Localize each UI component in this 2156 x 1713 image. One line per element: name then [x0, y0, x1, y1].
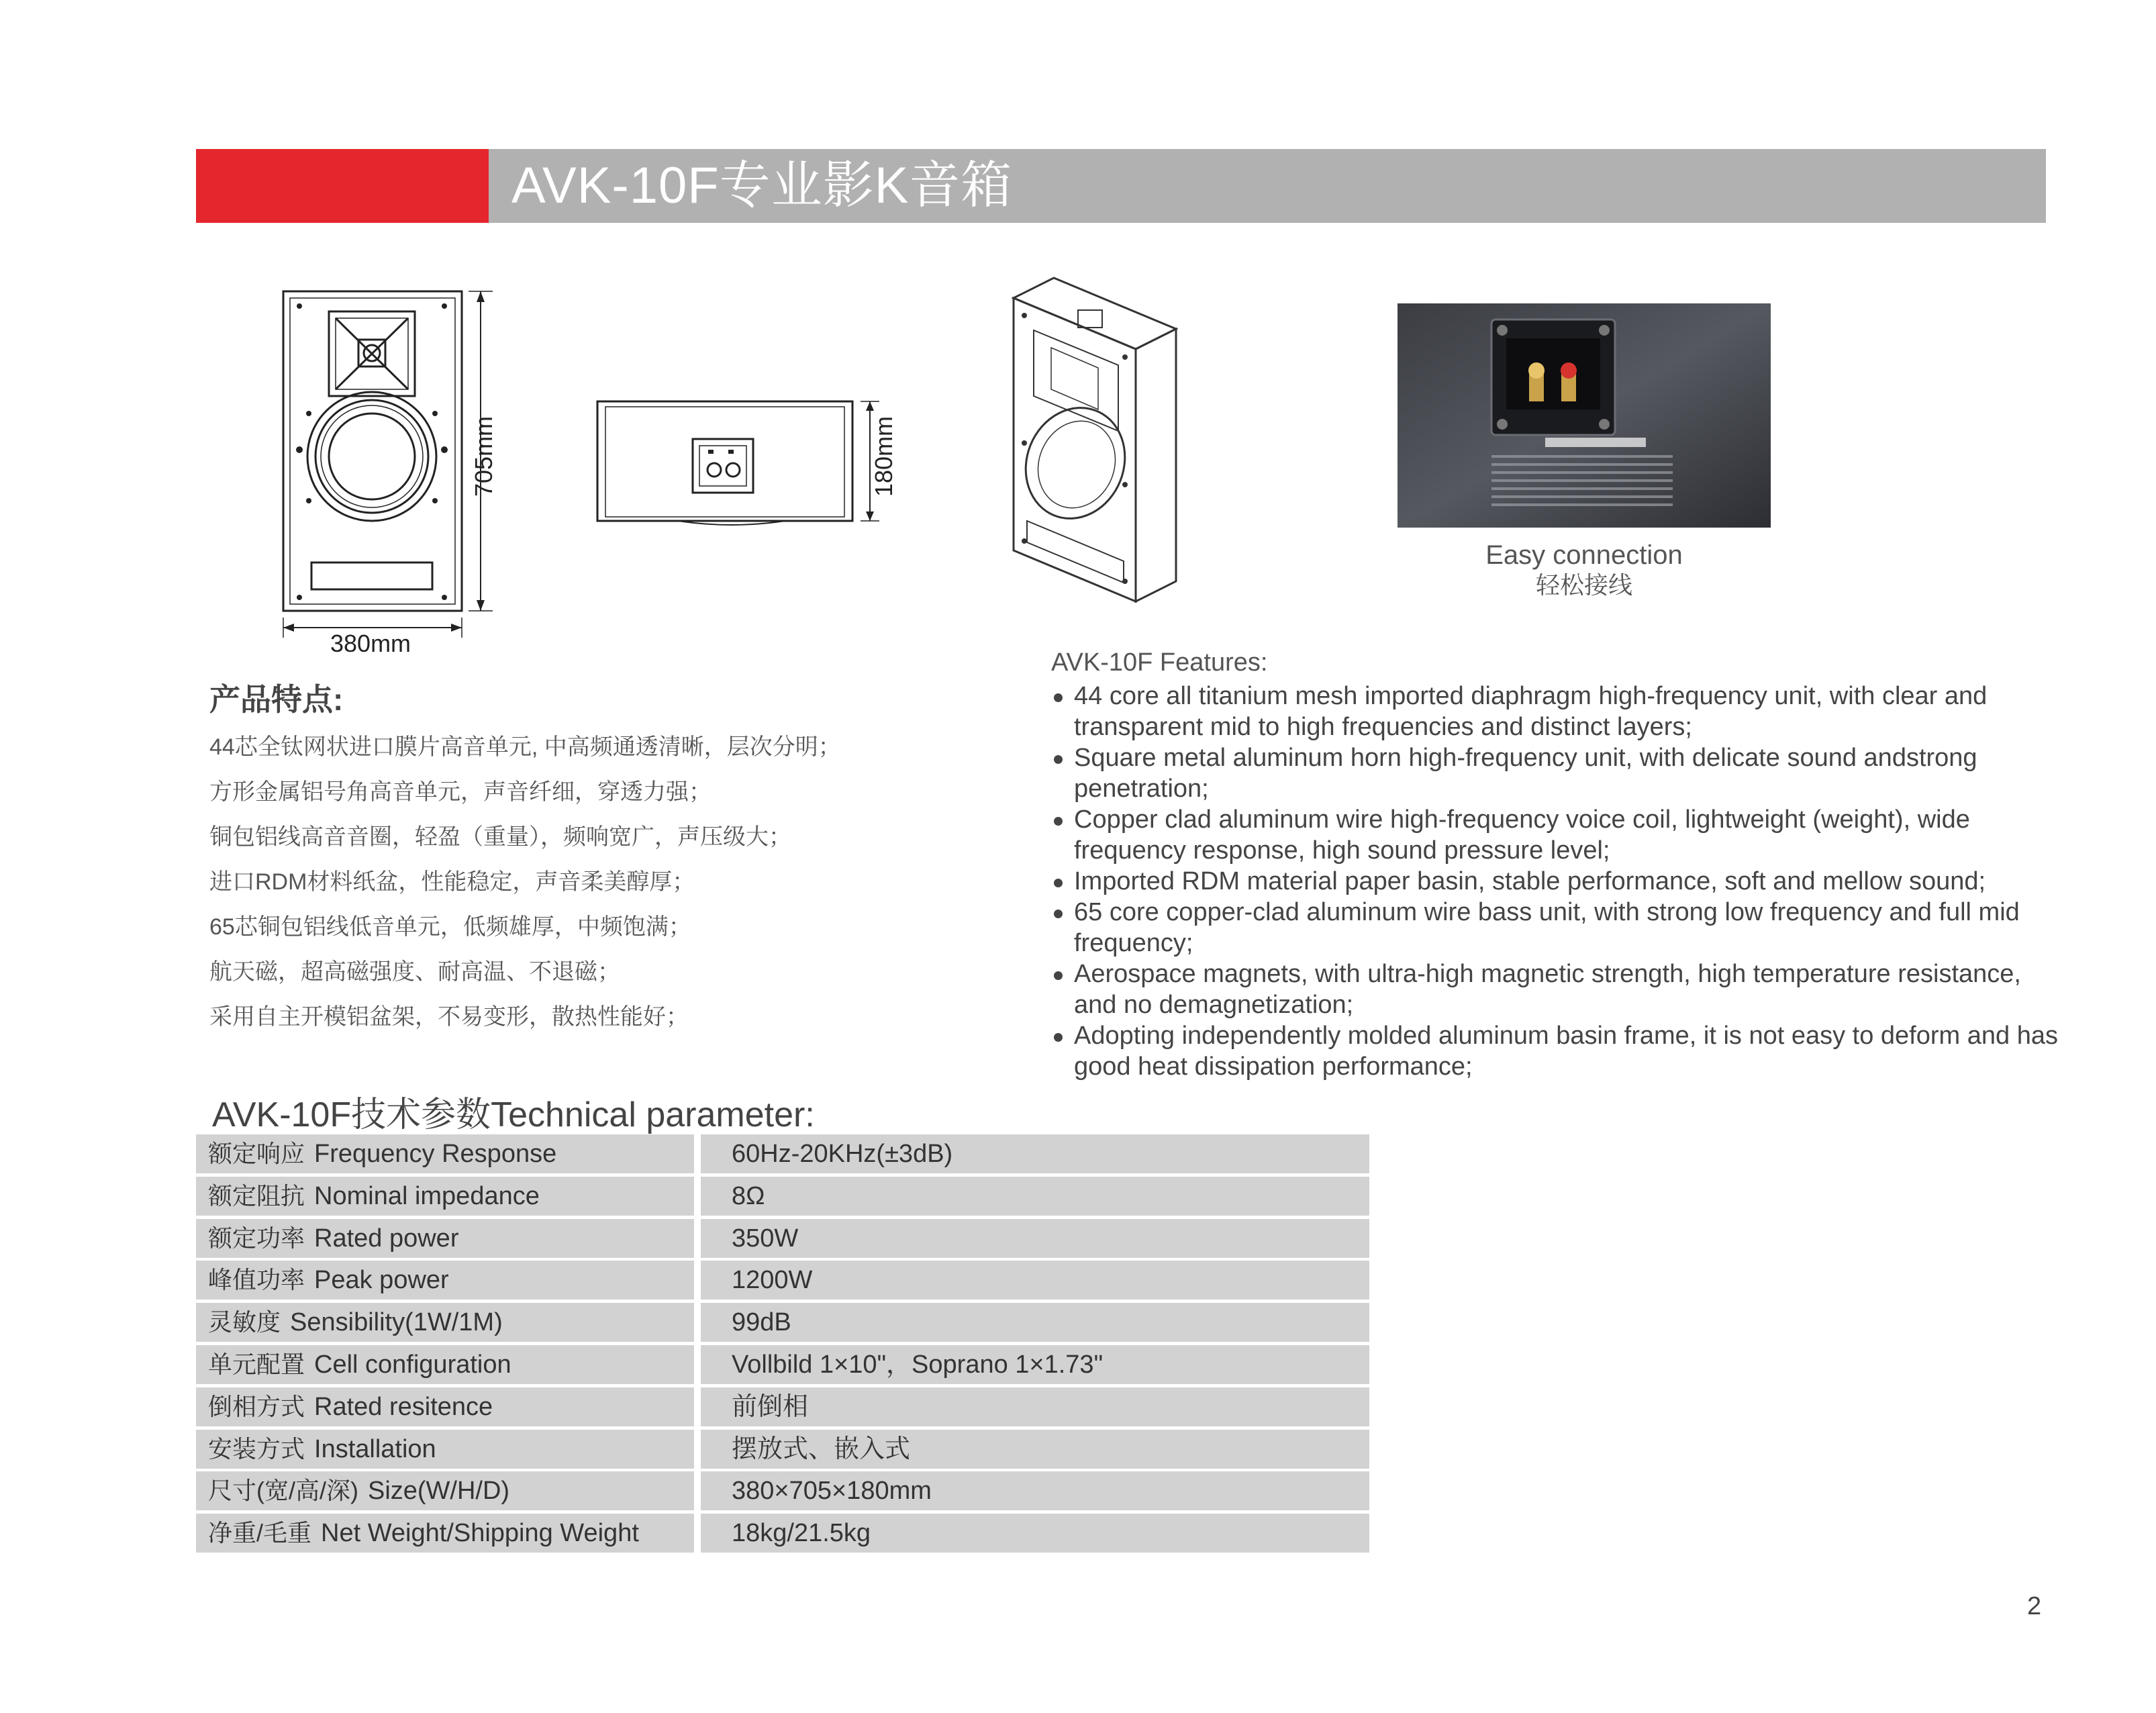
spec-value: 前倒相 — [701, 1387, 1369, 1426]
table-row — [196, 1430, 1369, 1472]
spec-label-cn: 倒相方式 — [208, 1392, 305, 1420]
spec-label — [196, 1177, 694, 1216]
spec-value: 99dB — [701, 1303, 1369, 1342]
list-item: 65 core copper-clad aluminum wire bass unit, with strong low frequency and full mid frequency; — [1051, 897, 2058, 959]
spec-label-en: Net Weight/Shipping Weight — [321, 1519, 639, 1548]
front-view-drawing — [274, 282, 495, 644]
spec-label-cn: 安装方式 — [208, 1434, 305, 1463]
spec-value: 350W — [701, 1219, 1369, 1258]
table-row — [196, 1219, 1369, 1261]
spec-label — [196, 1219, 694, 1258]
depth-dimension-label: 180mm — [870, 415, 897, 497]
table-row — [196, 1303, 1369, 1345]
list-item: 44 core all titanium mesh imported diaphragm high-frequency unit, with clear and transparent mid to high frequencies and distinct layers; — [1051, 681, 2058, 742]
spec-label — [196, 1430, 694, 1469]
spec-label-en: Peak power — [314, 1266, 449, 1295]
spec-label — [196, 1134, 694, 1173]
table-row — [196, 1471, 1369, 1514]
list-item: Copper clad aluminum wire high-frequency voice coil, lightweight (weight), wide frequency response, high sound pressure level; — [1051, 804, 2058, 866]
table-row — [196, 1514, 1369, 1556]
spec-label-en: Sensibility(1W/1M) — [290, 1308, 503, 1337]
table-row — [196, 1387, 1369, 1430]
table-row — [196, 1345, 1369, 1387]
spec-value: 380×705×180mm — [701, 1471, 1369, 1510]
features-cn-list — [209, 725, 841, 1040]
spec-label-en: Frequency Response — [314, 1140, 557, 1168]
list-item: 进口RDM材料纸盆，性能稳定，声音柔美醇厚； — [209, 869, 695, 895]
spec-label-cn: 额定阻抗 — [208, 1181, 305, 1210]
list-item: Aerospace magnets, with ultra-high magnetic strength, high temperature resistance, and no demagnetization; — [1051, 959, 2058, 1020]
top-view-drawing — [591, 395, 886, 529]
list-item: 65芯铜包铝线低音单元，低频雄厚，中频饱满； — [209, 914, 691, 940]
list-item: 44芯全钛网状进口膜片高音单元, 中高频通透清晰，层次分明； — [209, 734, 841, 760]
list-item: 航天磁，超高磁强度、耐高温、不退磁； — [209, 959, 620, 985]
spec-table — [196, 1134, 1369, 1556]
spec-label — [196, 1471, 694, 1510]
spec-label-cn: 额定功率 — [208, 1224, 305, 1252]
height-dimension-label: 705mm — [470, 415, 497, 497]
list-item: 铜包铝线高音音圈，轻盈（重量），频响宽广，声压级大； — [209, 824, 791, 850]
spec-label-en: Nominal impedance — [314, 1181, 540, 1210]
spec-label — [196, 1514, 694, 1553]
table-row — [196, 1134, 1369, 1177]
spec-label-en: Cell configuration — [314, 1350, 511, 1379]
list-item: Adopting independently molded aluminum basin frame, it is not easy to deform and has good heat dissipation performance; — [1051, 1020, 2058, 1082]
title-bar — [196, 149, 2046, 223]
spec-label-en: Size(W/H/D) — [367, 1477, 510, 1506]
spec-label-en: Rated power — [314, 1224, 459, 1253]
perspective-view-drawing — [1004, 275, 1185, 611]
connection-caption-en: Easy connection — [1485, 540, 1683, 570]
spec-label-cn: 净重/毛重 — [208, 1519, 312, 1547]
spec-value: 18kg/21.5kg — [701, 1514, 1369, 1553]
spec-heading: AVK-10F技术参数Technical parameter: — [212, 1095, 815, 1134]
width-dimension-label: 380mm — [330, 630, 411, 657]
spec-value: 60Hz-20KHz(±3dB) — [701, 1134, 1369, 1173]
page-number: 2 — [2027, 1592, 2042, 1620]
spec-label-cn: 单元配置 — [208, 1350, 305, 1378]
spec-value: 8Ω — [701, 1177, 1369, 1216]
connection-caption-cn: 轻松接线 — [1535, 571, 1632, 599]
spec-label-cn: 灵敏度 — [208, 1308, 281, 1336]
table-row — [196, 1261, 1369, 1303]
list-item: 方形金属铝号角高音单元，声音纤细，穿透力强； — [209, 779, 712, 805]
features-en-heading: AVK-10F Features: — [1051, 648, 1268, 677]
features-en-list — [1051, 681, 2058, 1082]
table-row — [196, 1177, 1369, 1219]
title-accent-block — [196, 149, 489, 223]
spec-label-cn: 峰值功率 — [208, 1266, 305, 1294]
spec-label — [196, 1261, 694, 1300]
list-item: Imported RDM material paper basin, stable performance, soft and mellow sound; — [1051, 866, 2058, 897]
spec-label — [196, 1345, 694, 1384]
spec-label — [196, 1303, 694, 1342]
page-title: AVK-10F专业影K音箱 — [511, 157, 1013, 214]
features-cn-heading: 产品特点: — [209, 682, 344, 717]
connection-terminal-photo — [1398, 303, 1771, 528]
spec-value: 1200W — [701, 1261, 1369, 1300]
spec-label — [196, 1387, 694, 1426]
list-item: Square metal aluminum horn high-frequency unit, with delicate sound andstrong penetration; — [1051, 742, 2058, 804]
spec-label-cn: 尺寸(宽/高/深) — [208, 1477, 358, 1505]
connection-caption — [1416, 540, 1752, 600]
spec-label-en: Installation — [314, 1434, 436, 1463]
spec-value: Vollbild 1×10"，Soprano 1×1.73" — [701, 1345, 1369, 1384]
list-item: 采用自主开模铝盆架，不易变形，散热性能好； — [209, 1004, 689, 1030]
spec-label-cn: 额定响应 — [208, 1140, 305, 1167]
spec-value: 摆放式、嵌入式 — [701, 1430, 1369, 1469]
spec-label-en: Rated resitence — [314, 1392, 493, 1421]
